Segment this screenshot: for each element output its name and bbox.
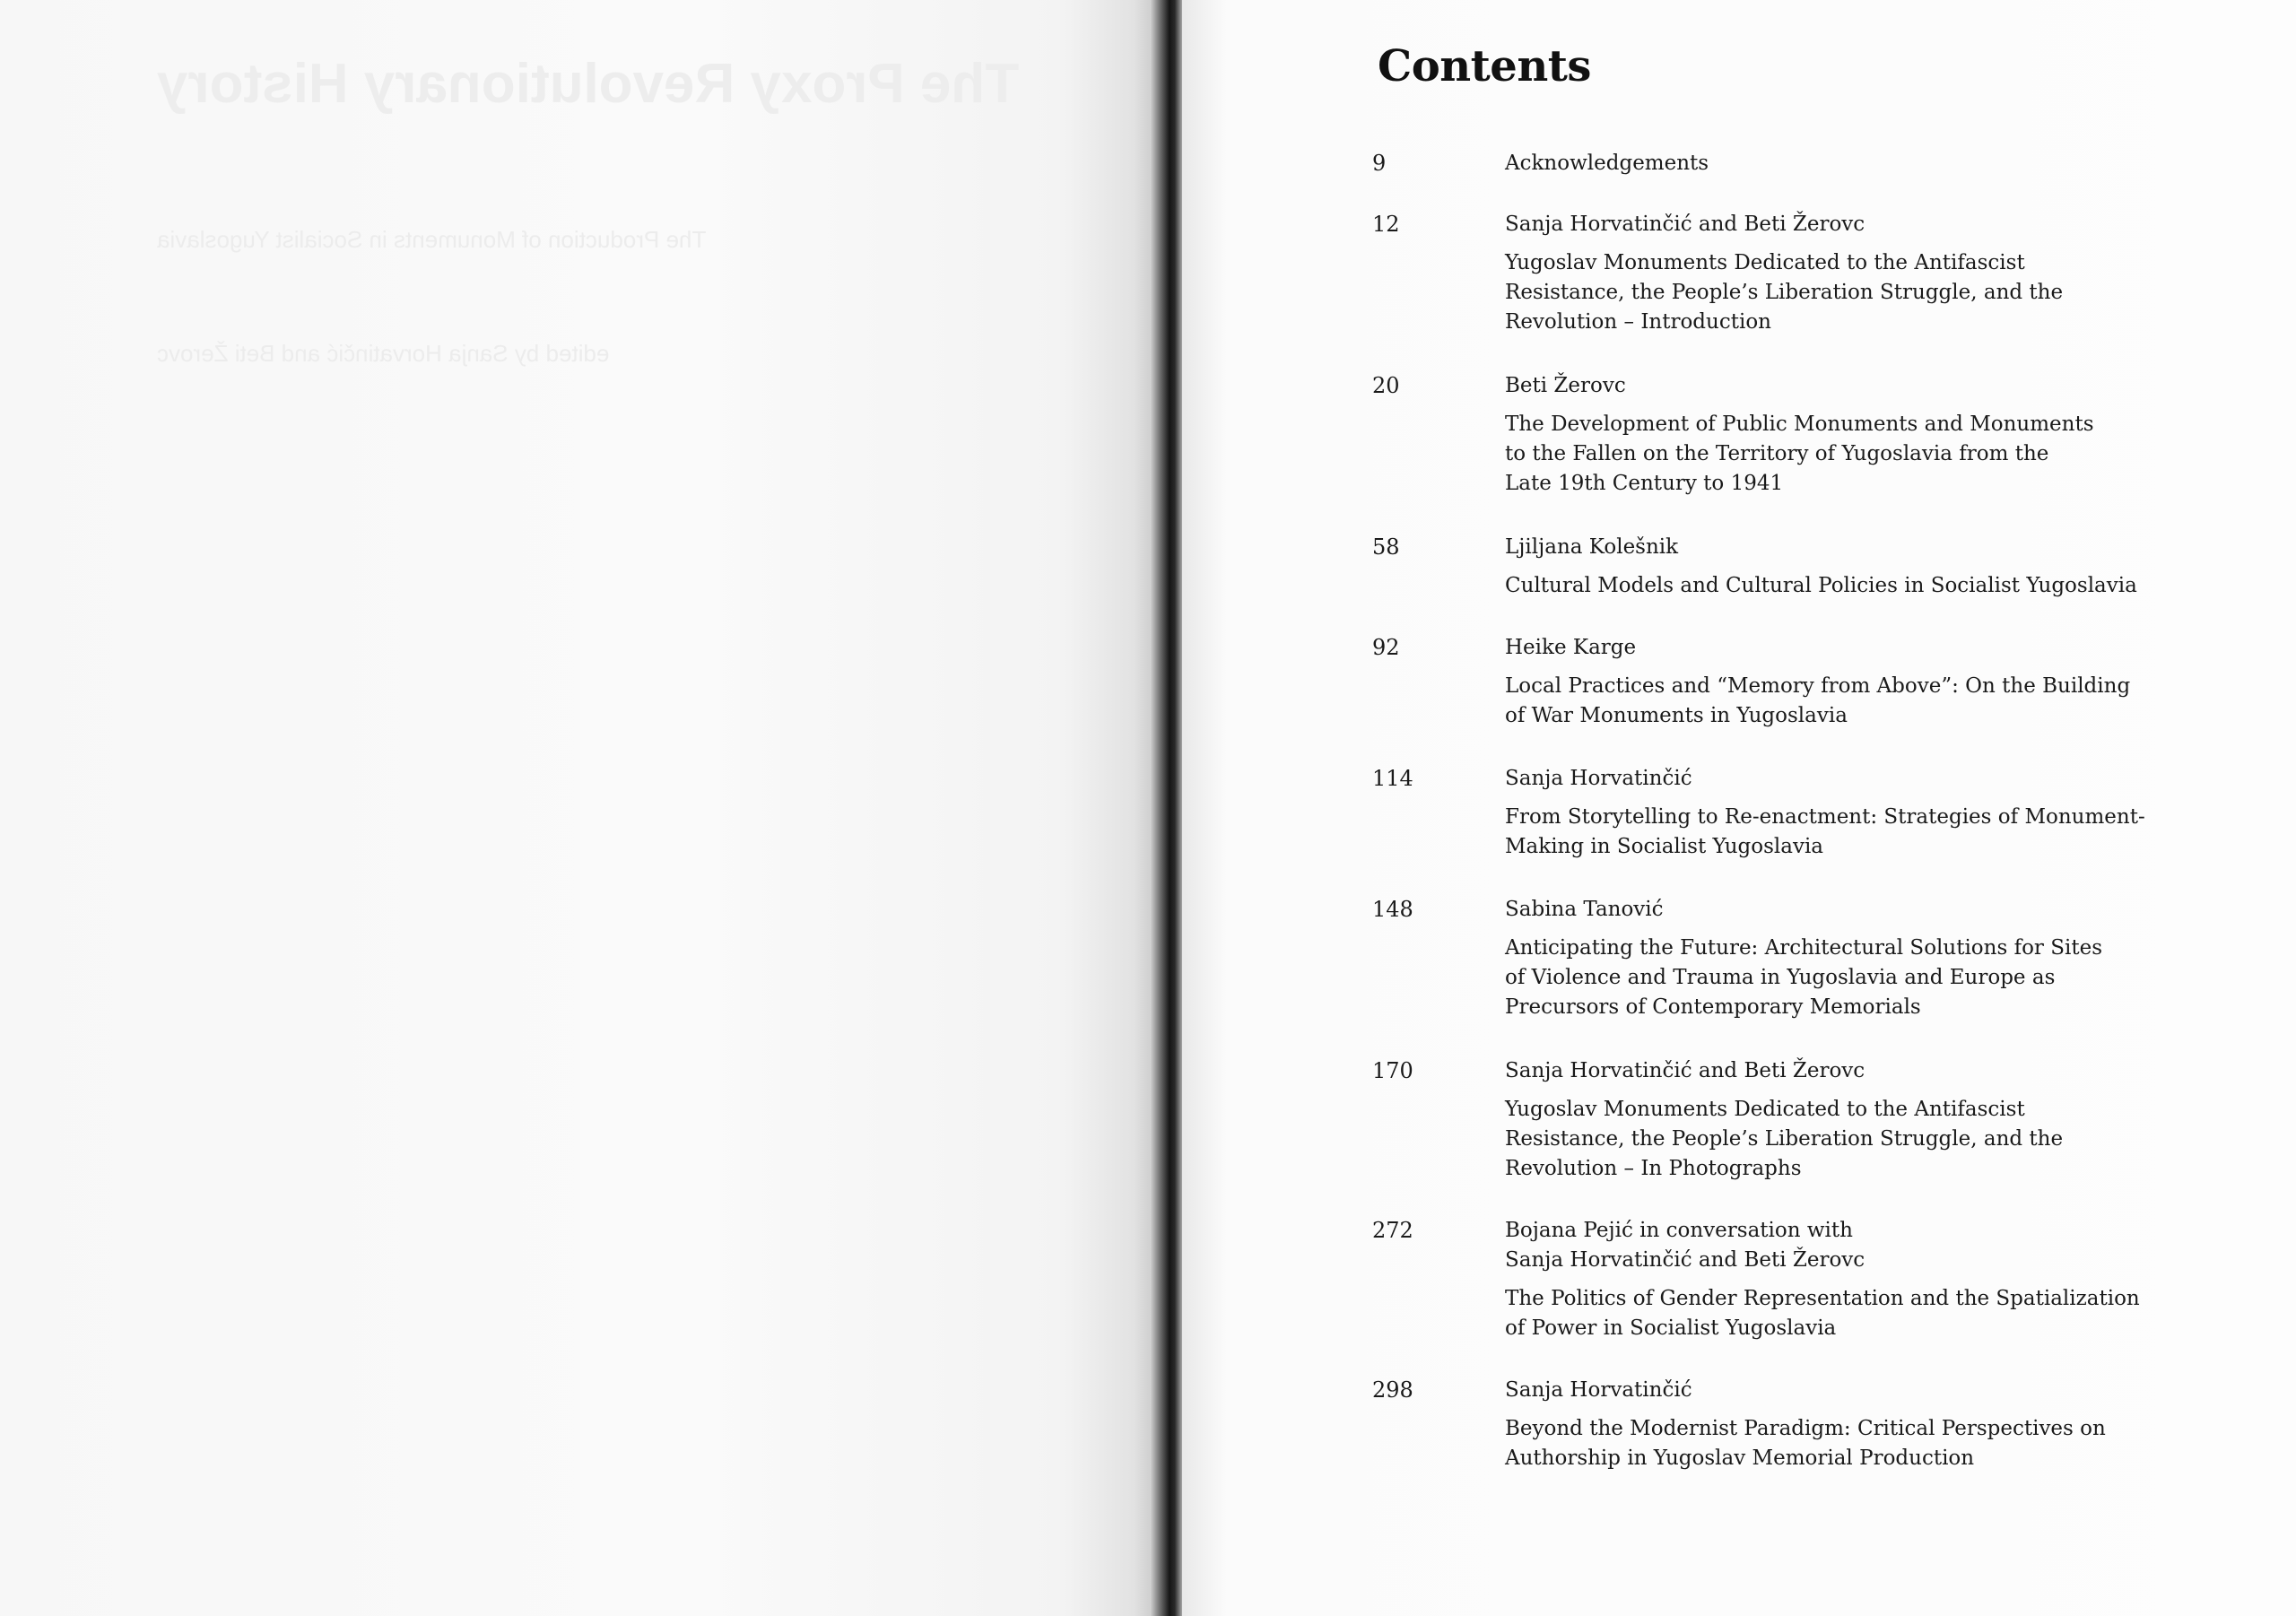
contents-page — [1182, 0, 2296, 1616]
toc-entry-body — [1505, 895, 2187, 1022]
show-through-subtitle: The Production of Monuments in Socialist Yugoslavia — [157, 226, 707, 253]
toc-author: Sanja Horvatinčić and Beti Žerovc — [1505, 213, 1866, 236]
toc-author: Acknowledgements — [1505, 152, 1709, 175]
toc-title: Anticipating the Future: Architectural Solutions for Sites of Violence and Trauma in Yugoslavia and Europe as Precursors of Contemporary Memorials — [1505, 936, 2103, 1019]
toc-page-number: 9 — [1372, 151, 1387, 176]
book-spine-gutter — [1150, 0, 1186, 1616]
toc-title: Beyond the Modernist Paradigm: Critical Perspectives on Authorship in Yugoslav Memorial Production — [1505, 1417, 2106, 1470]
toc-title: The Development of Public Monuments and Monuments to the Fallen on the Territory of Yugoslavia from the Late 19th Century to 1941 — [1505, 413, 2094, 495]
toc-page-number: 114 — [1372, 766, 1413, 791]
toc-page-number: 298 — [1372, 1377, 1413, 1403]
toc-title: The Politics of Gender Representation and the Spatialization of Power in Socialist Yugoslavia — [1505, 1287, 2140, 1340]
toc-page-number: 92 — [1372, 635, 1400, 660]
toc-author: Sanja Horvatinčić — [1505, 1378, 1692, 1402]
toc-entry-body — [1505, 764, 2187, 862]
toc-title: From Storytelling to Re-enactment: Strategies of Monument- Making in Socialist Yugoslavia — [1505, 805, 2145, 858]
toc-entry-body — [1505, 1056, 2187, 1184]
toc-author: Sanja Horvatinčić — [1505, 767, 1692, 790]
toc-title: Yugoslav Monuments Dedicated to the Antifascist Resistance, the People’s Liberation Struggle, and the Revolution – In Photographs — [1505, 1098, 2064, 1180]
show-through-editors: edited by Sanja Horvatinčić and Beti Žerovc — [157, 340, 610, 367]
toc-entry-body — [1505, 1376, 2187, 1473]
toc-page-number: 148 — [1372, 897, 1413, 922]
toc-page-number: 170 — [1372, 1058, 1413, 1083]
toc-entry-body — [1505, 633, 2187, 731]
table-of-contents — [1182, 0, 2296, 1616]
toc-author: Beti Žerovc — [1505, 374, 1626, 397]
toc-entry-body — [1505, 1216, 2187, 1343]
toc-title: Cultural Models and Cultural Policies in Socialist Yugoslavia — [1505, 574, 2137, 597]
contents-heading: Contents — [1378, 41, 1591, 91]
toc-entry-body — [1505, 371, 2187, 499]
toc-author: Bojana Pejić in conversation with Sanja Horvatinčić and Beti Žerovc — [1505, 1219, 1866, 1272]
toc-author: Sanja Horvatinčić and Beti Žerovc — [1505, 1059, 1866, 1082]
toc-author: Sabina Tanović — [1505, 898, 1664, 921]
toc-page-number: 272 — [1372, 1218, 1413, 1243]
toc-entry-body — [1505, 533, 2187, 601]
toc-author: Ljiljana Kolešnik — [1505, 535, 1679, 559]
toc-title: Local Practices and “Memory from Above”: On the Building of War Monuments in Yugoslavia — [1505, 674, 2131, 727]
toc-title: Yugoslav Monuments Dedicated to the Antifascist Resistance, the People’s Liberation Struggle, and the Revolution – Introduction — [1505, 251, 2064, 334]
toc-page-number: 12 — [1372, 212, 1400, 237]
toc-entry-body — [1505, 210, 2187, 337]
show-through-title: The Proxy Revolutionary History — [157, 53, 1020, 115]
toc-entry-body — [1505, 149, 2187, 178]
toc-page-number: 20 — [1372, 373, 1400, 398]
toc-author: Heike Karge — [1505, 636, 1637, 659]
toc-page-number: 58 — [1372, 534, 1400, 560]
